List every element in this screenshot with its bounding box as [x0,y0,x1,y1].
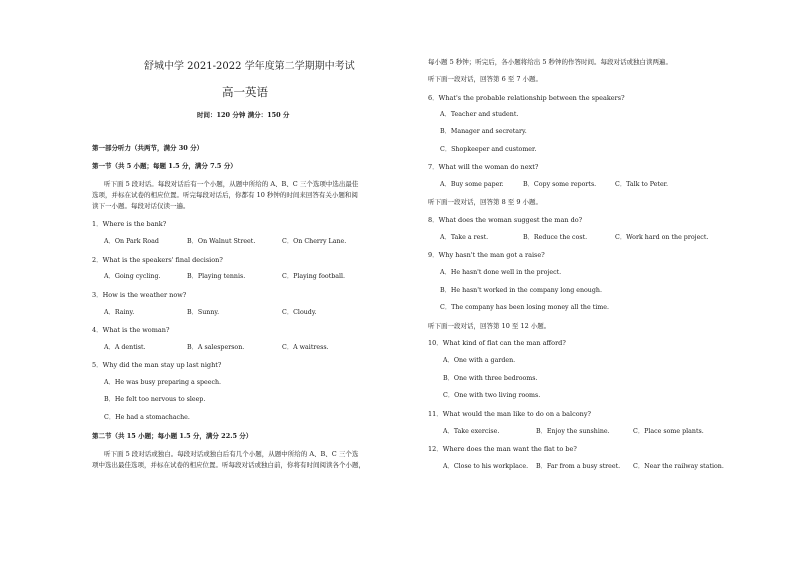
option-a: A．On Park Road [104,238,159,245]
option-a: A．Rainy. [104,309,135,316]
option-c: C．Cloudy. [282,309,317,316]
section2-instruction-continued: 每小题 5 秒钟；听完后，各小题将给出 5 秒钟的作答时间。每段对话或独白读两遍。 [428,58,673,66]
option-c: C．Place some plants. [633,428,704,435]
question-7: 7．What will the woman do next? [428,163,539,171]
option-c: C．He had a stomachache. [104,414,190,421]
option-a: A．Teacher and student. [440,111,519,118]
question-12: 12．Where does the man want the flat to be? [428,445,577,453]
question-4: 4．What is the woman? [92,326,170,334]
question-11: 11．What would the man like to do on a balcony? [428,410,592,418]
section2-instruction-line: 听下面 5 段对话或独白。每段对话或独白后有几个小题，从题中所给的 A、B、C 三个选 [104,450,359,458]
option-a: A．A dentist. [104,344,146,351]
option-b: B．He hasn't worked in the company long enough. [440,287,602,294]
option-a: A．Buy some paper. [440,181,504,188]
option-a: A．Close to his workplace. [443,463,529,470]
part1-heading: 第一部分听力（共两节，满分 30 分） [92,144,204,152]
question-3: 3．How is the weather now? [92,291,187,299]
option-c: C．Playing football. [282,273,346,280]
option-a: A．Take exercise. [443,428,500,435]
option-c: C．Work hard on the project. [615,234,709,241]
exam-subject: 高一英语 [222,85,268,99]
listening-prompt: 听下面一段对话，回答第 8 至 9 小题。 [428,198,543,206]
time-score: 时间：120 分钟 满分：150 分 [197,111,290,119]
option-b: B．One with three bedrooms. [443,375,538,382]
question-1: 1．Where is the bank? [92,220,167,228]
option-a: A．One with a garden. [443,357,516,364]
option-c: C．The company has been losing money all the time. [440,304,609,311]
option-a: A．He hasn't done well in the project. [440,269,562,276]
option-b: B．Copy some reports. [523,181,597,188]
option-b: B．Manager and secretary. [440,128,527,135]
question-9: 9．Why hasn't the man got a raise? [428,251,545,259]
question-8: 8．What does the woman suggest the man do? [428,216,583,224]
option-b: B．On Walnut Street. [187,238,256,245]
option-b: B．He felt too nervous to sleep. [104,396,206,403]
option-c: C．On Cherry Lane. [282,238,347,245]
exam-title: 舒城中学 2021-2022 学年度第二学期期中考试 [144,61,355,72]
option-c: C．Near the railway station. [633,463,724,470]
option-b: B．Far from a busy street. [536,463,621,470]
section2-instruction-line: 项中选出最佳选项，并标在试卷的相应位置。听每段对话或独白前，你将有时间阅读各个小题， [92,461,365,469]
option-b: B．Enjoy the sunshine. [536,428,610,435]
option-b: B．Reduce the cost. [523,234,588,241]
question-10: 10．What kind of flat can the man afford? [428,339,566,347]
option-b: B．Sunny. [187,309,220,316]
listening-prompt: 听下面一段对话，回答第 6 至 7 小题。 [428,75,543,83]
option-b: B．A salesperson. [187,344,245,351]
question-5: 5．Why did the man stay up last night? [92,361,222,369]
question-6: 6．What's the probable relationship between the speakers? [428,94,625,102]
option-a: A．Going cycling. [104,273,161,280]
option-c: C．One with two living rooms. [443,392,541,399]
option-a: A．Take a rest. [440,234,489,241]
section1-instruction-line: 选项，并标在试卷的相应位置。听完每段对话后，你都有 10 秒钟的时间来回答有关小题和阅 [92,191,358,199]
option-b: B．Playing tennis. [187,273,246,280]
option-a: A．He was busy preparing a speech. [104,379,222,386]
question-2: 2．What is the speakers' final decision? [92,256,223,264]
option-c: C．Talk to Peter. [615,181,668,188]
section1-instruction-line: 听下面 5 段对话。每段对话后有一个小题，从题中所给的 A、B、C 三个选项中选出最佳 [104,180,359,188]
section1-instruction-line: 读下一小题。每段对话仅读一遍。 [92,202,190,210]
section2-heading: 第二节（共 15 小题；每小题 1.5 分，满分 22.5 分） [92,432,253,440]
section1-heading: 第一节（共 5 小题；每题 1.5 分，满分 7.5 分） [92,162,237,170]
listening-prompt: 听下面一段对话，回答第 10 至 12 小题。 [428,322,551,330]
option-c: C．Shopkeeper and customer. [440,146,537,153]
option-c: C．A waitress. [282,344,329,351]
